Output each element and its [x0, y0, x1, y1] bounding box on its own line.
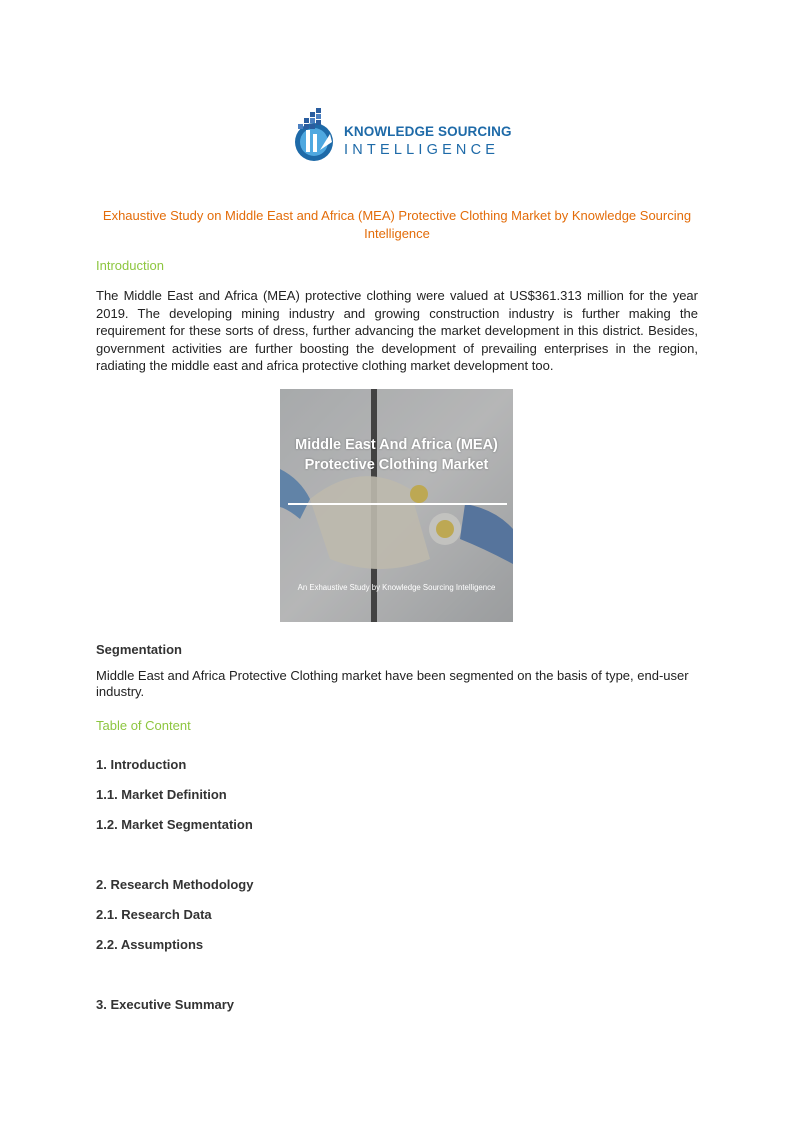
- toc-heading: Table of Content: [96, 718, 191, 733]
- toc-item: 2.2. Assumptions: [96, 937, 204, 952]
- logo-emblem-icon: [290, 104, 342, 166]
- introduction-heading: Introduction: [96, 258, 164, 273]
- logo-line-2: INTELLIGENCE: [344, 142, 500, 158]
- company-logo: [290, 104, 512, 166]
- toc-item: 2.1. Research Data: [96, 907, 212, 922]
- cover-title: Middle East And Africa (MEA) Protective Clothing Market: [295, 437, 498, 473]
- cover-divider: [288, 503, 507, 505]
- introduction-body: The Middle East and Africa (MEA) protective clothing were valued at US$361.313 million for the year 2019. The developing mining industry and growing construction industry is further making the requirement for these sorts of dress, further advancing the market development in this district. Besides, government activities are further boosting the development of prevailing enterprises in the region, radiating the middle east and africa protective clothing market development too.: [96, 288, 698, 374]
- market-cover-image: [280, 389, 513, 622]
- document-title: Exhaustive Study on Middle East and Africa (MEA) Protective Clothing Market by Knowledge Sourcing Intelligence: [102, 208, 692, 241]
- logo-line-1: KNOWLEDGE SOURCING: [344, 124, 512, 139]
- toc-item: 1. Introduction: [96, 757, 187, 772]
- toc-item: 1.2. Market Segmentation: [96, 817, 253, 832]
- segmentation-heading: Segmentation: [96, 642, 182, 657]
- cover-subtitle: An Exhaustive Study by Knowledge Sourcing Intelligence: [297, 583, 496, 592]
- toc-item: 2. Research Methodology: [96, 877, 254, 892]
- toc-item: 1.1. Market Definition: [96, 787, 227, 802]
- segmentation-body: Middle East and Africa Protective Clothing market have been segmented on the basis of type, end-user industry.: [96, 668, 689, 699]
- toc-item: 3. Executive Summary: [96, 997, 235, 1012]
